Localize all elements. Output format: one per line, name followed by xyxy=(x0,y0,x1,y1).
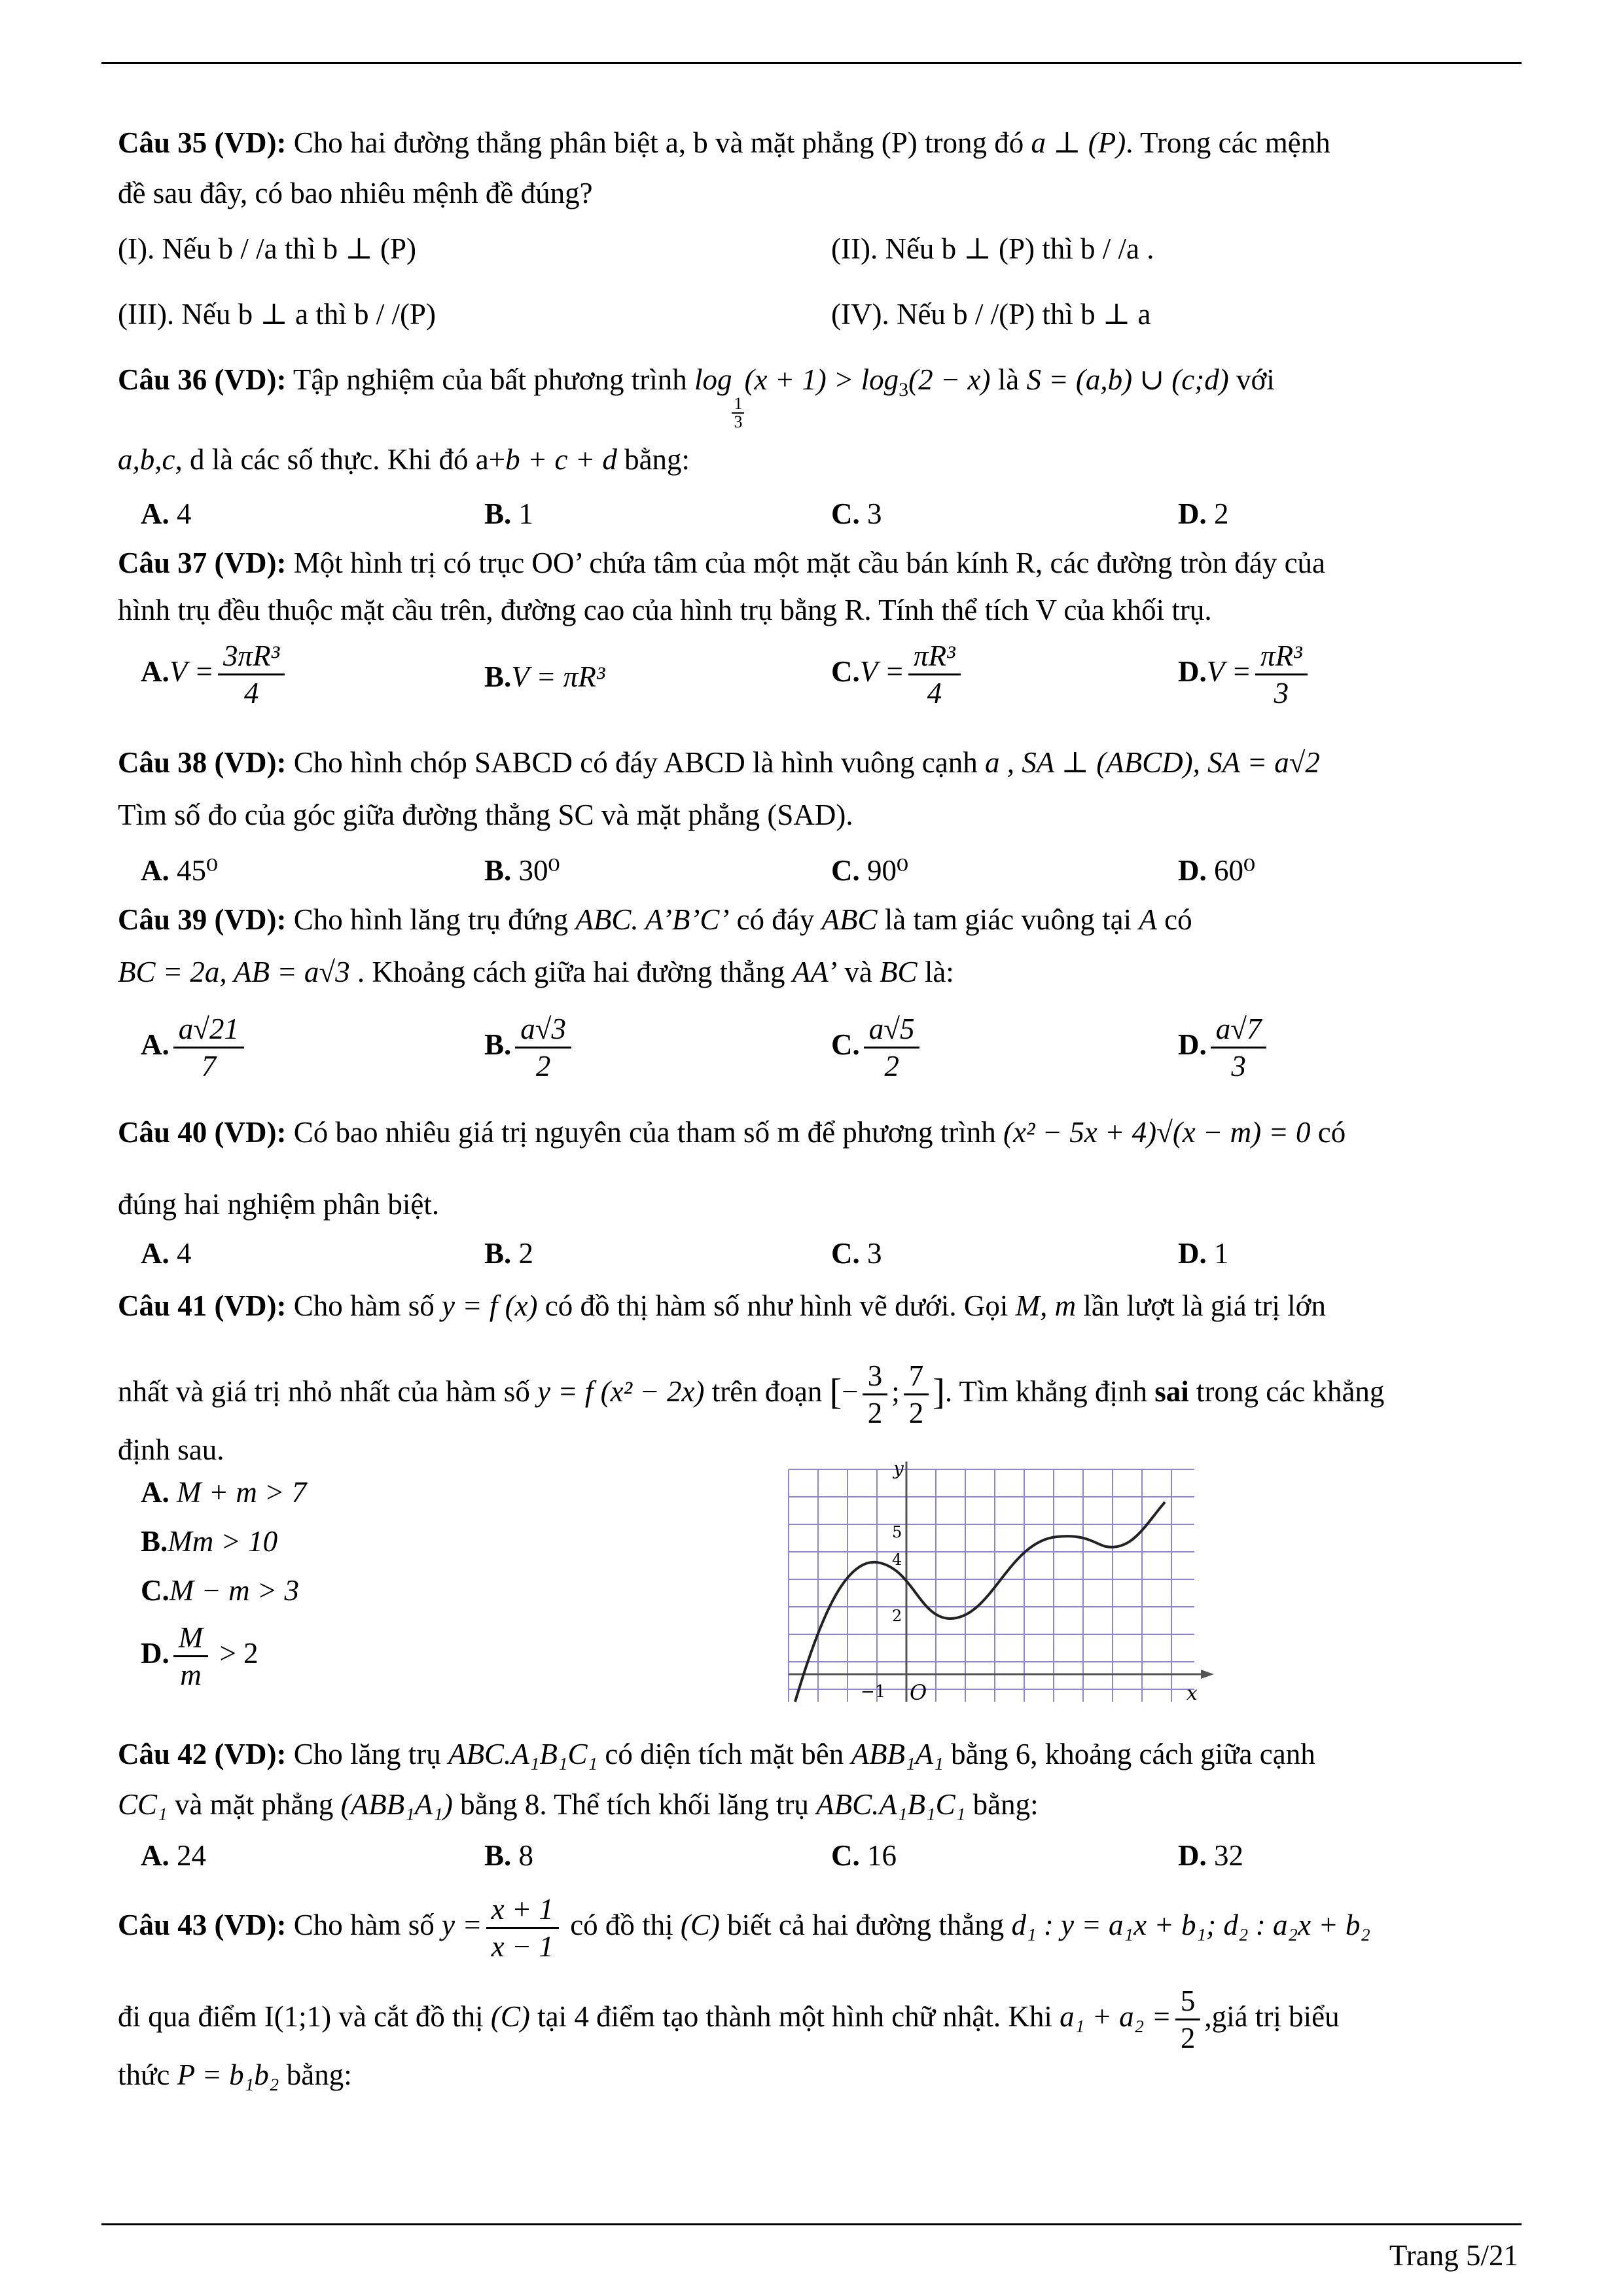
q35-line1: Câu 35 (VD): Cho hai đường thẳng phân biệt a, b và mặt phẳng (P) trong đó a ⊥ (P). Trong các mệnh xyxy=(118,126,1330,159)
q41-answer-b[interactable]: B.Mm > 10 xyxy=(141,1525,278,1558)
q40-answer-a[interactable]: A. 4 xyxy=(141,1237,192,1270)
x-label: x xyxy=(1186,1682,1198,1705)
q36-answer-d[interactable]: D. 2 xyxy=(1178,497,1229,530)
q42-line1: Câu 42 (VD): Cho lăng trụ ABC.A₁B₁C₁ có diện tích mặt bên ABB₁A₁ bằng 6, khoảng cách giữa cạnh xyxy=(118,1738,1315,1770)
q42-label: Câu 42 (VD): xyxy=(118,1738,287,1770)
q40-answer-b[interactable]: B. 2 xyxy=(484,1237,534,1270)
q39-answer-d[interactable]: D. $\frac{a√7}{3}$ xyxy=(1178,1011,1270,1084)
q36-label: Câu 36 (VD): xyxy=(118,363,287,396)
footer-rule xyxy=(101,2223,1522,2225)
origin-label: O xyxy=(910,1680,927,1705)
q37-line1: Câu 37 (VD): Một hình trị có trục OO’ chứa tâm của một mặt cầu bán kính R, các đường tròn đáy của xyxy=(118,547,1326,579)
q35-statement-2: (II). Nếu b ⊥ (P) thì b / /a . xyxy=(831,232,1154,265)
q38-label: Câu 38 (VD): xyxy=(118,746,287,779)
q40-line2: đúng hai nghiệm phân biệt. xyxy=(118,1188,440,1221)
q41-line2: nhất và giá trị nhỏ nhất của hàm số y = f (x² − 2x) trên đoạn [− $\frac{3}{2}$ ; $\frac{7}{2}$ ]. Tìm khẳng định sai trong các khẳng xyxy=(118,1359,1385,1429)
q42-answer-d[interactable]: D. 32 xyxy=(1178,1839,1243,1872)
q36-line1: Câu 36 (VD): Tập nghiệm của bất phương trình log $\frac{1}{3}$ $(x + 1) > \log_3(2 - x)$ là S = (a,b) ∪ (c;d) với xyxy=(118,363,1275,431)
tick-4: 4 xyxy=(892,1551,902,1569)
function-curve xyxy=(795,1502,1165,1702)
q41-label: Câu 41 (VD): xyxy=(118,1289,287,1322)
tick-5: 5 xyxy=(892,1523,902,1541)
q37-answer-c[interactable]: C.V = $\frac{\text{πR³}}{4}$ xyxy=(831,638,965,711)
q38-answer-b[interactable]: B. 30⁰ xyxy=(484,854,560,887)
q36-answer-b[interactable]: B. 1 xyxy=(484,497,534,530)
q43-line3: thức P = b₁b₂ bằng: xyxy=(118,2058,352,2091)
q37-answer-b[interactable]: B.V = πR³ xyxy=(484,660,605,693)
q37-label: Câu 37 (VD): xyxy=(118,547,287,579)
q35-statement-4: (IV). Nếu b / /(P) thì b ⊥ a xyxy=(831,298,1151,331)
q41-answer-a[interactable]: A. M + m > 7 xyxy=(141,1476,307,1509)
tick-2: 2 xyxy=(892,1607,902,1625)
q41-answer-d[interactable]: D. $\frac{M}{m}$ > 2 xyxy=(141,1621,259,1691)
q40-answer-c[interactable]: C. 3 xyxy=(831,1237,882,1270)
q37-line2: hình trụ đều thuộc mặt cầu trên, đường cao của hình trụ bằng R. Tính thể tích V của khối trụ. xyxy=(118,594,1212,626)
q39-answer-a[interactable]: A. $\frac{a√21}{7}$ xyxy=(141,1011,248,1084)
x-axis-arrow xyxy=(1201,1670,1214,1679)
q40-label: Câu 40 (VD): xyxy=(118,1116,287,1149)
q35-statement-3: (III). Nếu b ⊥ a thì b / /(P) xyxy=(118,298,436,331)
q37-answer-a[interactable]: A.V = $\frac{\text{3πR³}}{4}$ xyxy=(141,638,289,711)
q43-line2: đi qua điểm I(1;1) và cắt đồ thị (C) tại 4 điểm tạo thành một hình chữ nhật. Khi a₁ + a₂ = $\frac{5}{2}$ ,giá trị biểu xyxy=(118,1984,1340,2054)
q41-answer-c[interactable]: C.M − m > 3 xyxy=(141,1574,299,1607)
q41-line1: Câu 41 (VD): Cho hàm số y = f (x) có đồ thị hàm số như hình vẽ dưới. Gọi M, m lần lượt là giá trị lớn xyxy=(118,1289,1326,1322)
q35-label: Câu 35 (VD): xyxy=(118,126,287,159)
q42-answer-b[interactable]: B. 8 xyxy=(484,1839,534,1872)
page-number: Trang 5/21 xyxy=(1389,2239,1518,2272)
q43-line1: Câu 43 (VD): Cho hàm số y = $\frac{x + 1}{x - 1}$ có đồ thị (C) biết cả hai đường thẳng d₁ : y = a₁x + b₁; d₂ : a₂x + b₂ xyxy=(118,1893,1371,1963)
tick-neg1: −1 xyxy=(861,1682,886,1702)
q42-answer-c[interactable]: C. 16 xyxy=(831,1839,897,1872)
q39-line1: Câu 39 (VD): Cho hình lăng trụ đứng ABC. A’B’C’ có đáy ABC là tam giác vuông tại A có xyxy=(118,903,1192,936)
q36-answer-a[interactable]: A. 4 xyxy=(141,497,192,530)
q38-line2: Tìm số đo của góc giữa đường thẳng SC và mặt phẳng (SAD). xyxy=(118,798,853,831)
q35-line2: đề sau đây, có bao nhiêu mệnh đề đúng? xyxy=(118,177,593,209)
q41-line3: định sau. xyxy=(118,1433,224,1466)
y-label: y xyxy=(893,1458,904,1479)
function-graph xyxy=(776,1456,1227,1715)
q38-answer-c[interactable]: C. 90⁰ xyxy=(831,854,909,887)
q40-answer-d[interactable]: D. 1 xyxy=(1178,1237,1229,1270)
q36-answer-c[interactable]: C. 3 xyxy=(831,497,882,530)
q37-answer-d[interactable]: D.V = $\frac{\text{πR³}}{3}$ xyxy=(1178,638,1311,711)
q40-line1: Câu 40 (VD): Có bao nhiêu giá trị nguyên của tham số m để phương trình (x² − 5x + 4)√(x − m) = 0 có xyxy=(118,1116,1346,1149)
q38-answer-d[interactable]: D. 60⁰ xyxy=(1178,854,1256,887)
graph-grid xyxy=(789,1469,1194,1702)
q39-label: Câu 39 (VD): xyxy=(118,903,287,936)
header-rule xyxy=(101,62,1522,64)
q39-answer-b[interactable]: B. $\frac{a√3}{2}$ xyxy=(484,1011,575,1084)
q38-answer-a[interactable]: A. 45⁰ xyxy=(141,854,219,887)
q42-line2: CC₁ và mặt phẳng (ABB₁A₁) bằng 8. Thể tích khối lăng trụ ABC.A₁B₁C₁ bằng: xyxy=(118,1788,1039,1821)
q39-line2: BC = 2a, AB = a√3 . Khoảng cách giữa hai đường thẳng AA’ và BC là: xyxy=(118,956,954,988)
q38-line1: Câu 38 (VD): Cho hình chóp SABCD có đáy ABCD là hình vuông cạnh a , SA ⊥ (ABCD), SA = a√2 xyxy=(118,746,1320,779)
q42-answer-a[interactable]: A. 24 xyxy=(141,1839,206,1872)
q43-label: Câu 43 (VD): xyxy=(118,1908,287,1941)
q35-statement-1: (I). Nếu b / /a thì b ⊥ (P) xyxy=(118,232,416,265)
q39-answer-c[interactable]: C. $\frac{a√5}{2}$ xyxy=(831,1011,923,1084)
q36-line2: a,b,c, d là các số thực. Khi đó a+b + c + d bằng: xyxy=(118,443,690,476)
